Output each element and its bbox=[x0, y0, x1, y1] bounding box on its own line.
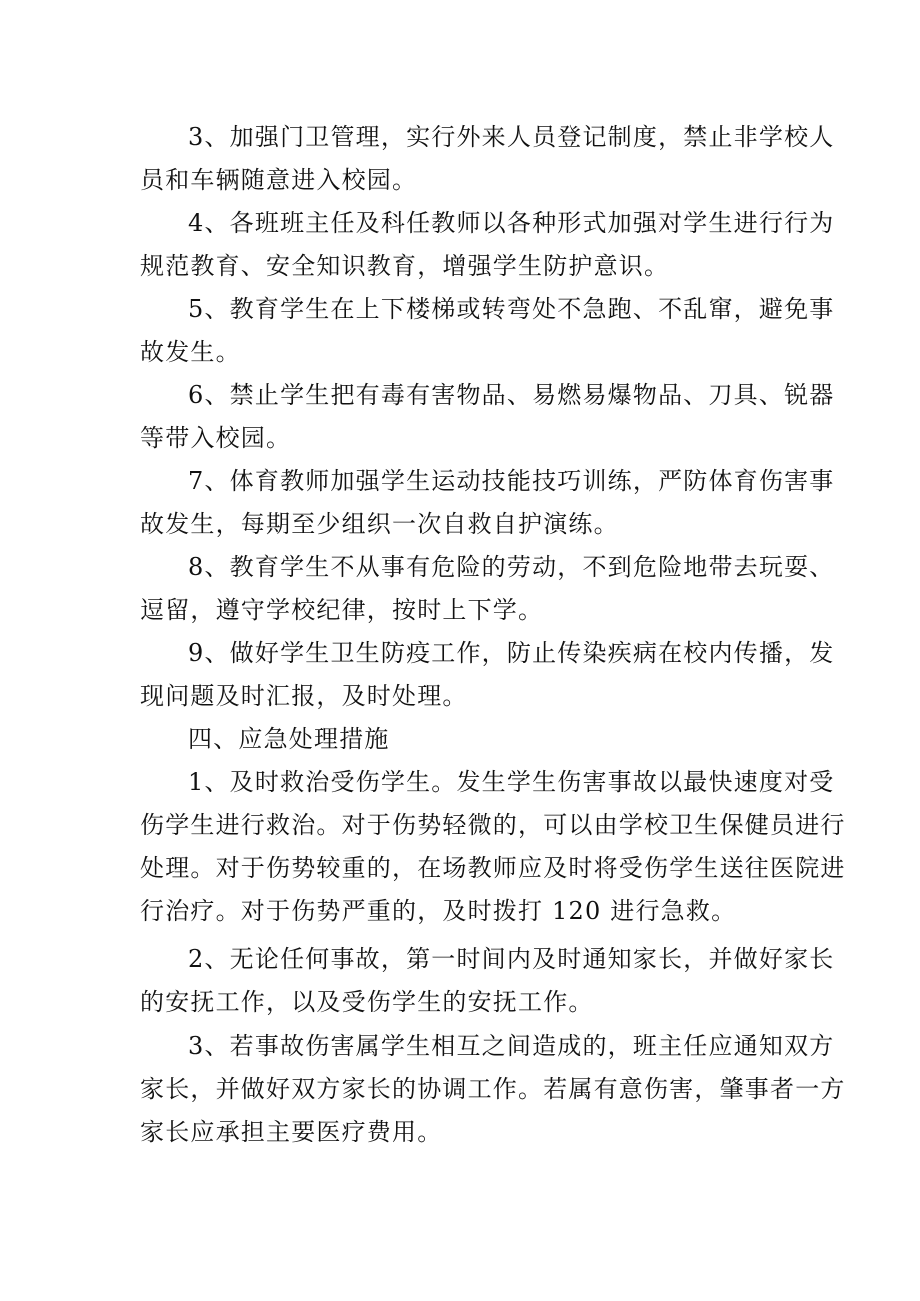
paragraph-line: 1、及时救治受伤学生。发生学生伤害事故以最快速度对受 bbox=[188, 768, 835, 796]
paragraph-line: 故发生，每期至少组织一次自救自护演练。 bbox=[140, 510, 619, 538]
paragraph-line: 9、做好学生卫生防疫工作，防止传染疾病在校内传播，发 bbox=[188, 639, 835, 667]
paragraph-line: 故发生。 bbox=[140, 338, 241, 366]
paragraph-line: 5、教育学生在上下楼梯或转弯处不急跑、不乱窜，避免事 bbox=[188, 295, 835, 323]
paragraph-line: 处理。对于伤势较重的，在场教师应及时将受伤学生送往医院进 bbox=[140, 854, 846, 882]
paragraph-line: 行治疗。对于伤势严重的，及时拨打 120 进行急救。 bbox=[140, 897, 737, 925]
paragraph-line: 8、教育学生不从事有危险的劳动，不到危险地带去玩耍、 bbox=[188, 553, 835, 581]
paragraph-line: 的安抚工作，以及受伤学生的安抚工作。 bbox=[140, 988, 594, 1016]
paragraph-line: 4、各班班主任及科任教师以各种形式加强对学生进行行为 bbox=[188, 209, 835, 237]
paragraph-line: 家长，并做好双方家长的协调工作。若属有意伤害，肇事者一方 bbox=[140, 1075, 846, 1103]
paragraph-line: 3、若事故伤害属学生相互之间造成的，班主任应通知双方 bbox=[188, 1032, 835, 1060]
paragraph-line: 6、禁止学生把有毒有害物品、易燃易爆物品、刀具、锐器 bbox=[188, 381, 835, 409]
paragraph-line: 7、体育教师加强学生运动技能技巧训练，严防体育伤害事 bbox=[188, 467, 835, 495]
paragraph-line: 逗留，遵守学校纪律，按时上下学。 bbox=[140, 596, 544, 624]
paragraph-line: 员和车辆随意进入校园。 bbox=[140, 166, 418, 194]
paragraph-line: 3、加强门卫管理，实行外来人员登记制度，禁止非学校人 bbox=[188, 123, 835, 151]
paragraph-line: 现问题及时汇报，及时处理。 bbox=[140, 682, 468, 710]
paragraph-line: 家长应承担主要医疗费用。 bbox=[140, 1118, 443, 1146]
paragraph-line: 等带入校园。 bbox=[140, 424, 292, 452]
paragraph-line: 伤学生进行救治。对于伤势轻微的，可以由学校卫生保健员进行 bbox=[140, 811, 846, 839]
paragraph-line: 2、无论任何事故，第一时间内及时通知家长，并做好家长 bbox=[188, 945, 835, 973]
section-heading: 四、应急处理措施 bbox=[188, 725, 390, 753]
paragraph-line: 规范教育、安全知识教育，增强学生防护意识。 bbox=[140, 252, 670, 280]
